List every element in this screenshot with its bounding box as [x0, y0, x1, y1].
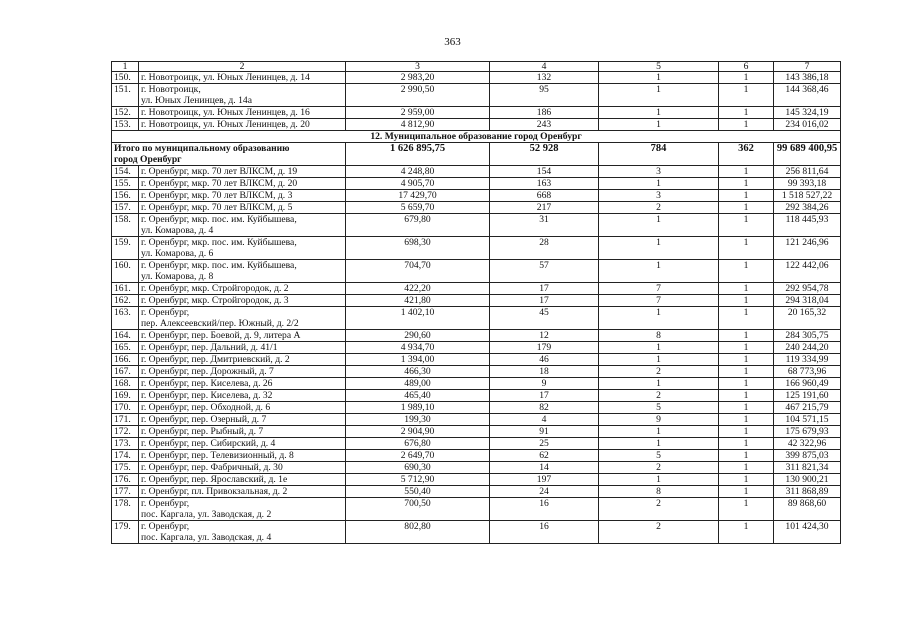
col6-cell: 1 — [719, 354, 774, 366]
table-row — [112, 474, 841, 486]
cost-cell: 311 868,89 — [774, 486, 841, 498]
row-number: 151. — [112, 84, 139, 107]
address-cell — [139, 166, 346, 178]
residents-cell: 95 — [490, 84, 599, 107]
address-line: г. Оренбург, пер. Обходной, д. 6 — [141, 402, 271, 413]
area-cell: 704,70 — [346, 260, 490, 283]
address-line: г. Оренбург, пер. Киселева, д. 26 — [141, 378, 273, 389]
row-number: 177. — [112, 486, 139, 498]
col6-cell: 1 — [719, 214, 774, 237]
col5-cell: 1 — [599, 426, 719, 438]
area-cell: 17 429,70 — [346, 190, 490, 202]
address-cell — [139, 283, 346, 295]
residents-cell: 62 — [490, 450, 599, 462]
address-cell — [139, 72, 346, 84]
cost-cell: 144 368,46 — [774, 84, 841, 107]
cost-cell: 292 384,26 — [774, 202, 841, 214]
address-cell — [139, 330, 346, 342]
area-cell: 2 983,20 — [346, 72, 490, 84]
residents-cell: 28 — [490, 237, 599, 260]
col5-cell: 2 — [599, 366, 719, 378]
residents-cell: 186 — [490, 107, 599, 119]
cost-cell: 118 445,93 — [774, 214, 841, 237]
address-line: г. Оренбург, пер. Фабричный, д. 30 — [141, 462, 283, 473]
residents-cell: 132 — [490, 72, 599, 84]
row-number: 179. — [112, 521, 139, 544]
area-cell: 290,60 — [346, 330, 490, 342]
row-number: 159. — [112, 237, 139, 260]
cost-cell: 166 960,49 — [774, 378, 841, 390]
table-row — [112, 330, 841, 342]
cost-cell: 145 324,19 — [774, 107, 841, 119]
col5-cell: 5 — [599, 450, 719, 462]
address-cell — [139, 486, 346, 498]
address-line: г. Оренбург, мкр. 70 лет ВЛКСМ, д. 19 — [141, 166, 298, 177]
row-number: 170. — [112, 402, 139, 414]
area-cell: 676,80 — [346, 438, 490, 450]
col5-cell: 3 — [599, 166, 719, 178]
address-line: г. Оренбург, пер. Рыбный, д. 7 — [141, 426, 264, 437]
address-line: г. Оренбург, пер. Ярославский, д. 1е — [141, 474, 288, 485]
address-cell — [139, 378, 346, 390]
address-line: г. Оренбург, пер. Дорожный, д. 7 — [141, 366, 274, 377]
cost-cell: 240 244,20 — [774, 342, 841, 354]
total-cost: 99 689 400,95 — [774, 143, 841, 166]
row-number: 153. — [112, 119, 139, 131]
col5-cell: 1 — [599, 237, 719, 260]
address-cell — [139, 307, 346, 330]
address-line: г. Новотроицк, ул. Юных Ленинцев, д. 20 — [141, 119, 310, 130]
residents-cell: 17 — [490, 295, 599, 307]
area-cell: 550,40 — [346, 486, 490, 498]
table-row — [112, 438, 841, 450]
total-residents: 52 928 — [490, 143, 599, 166]
area-cell: 421,80 — [346, 295, 490, 307]
address-cell — [139, 119, 346, 131]
col5-cell: 2 — [599, 521, 719, 544]
table-row — [112, 72, 841, 84]
residents-cell: 4 — [490, 414, 599, 426]
col6-cell: 1 — [719, 414, 774, 426]
col6-cell: 1 — [719, 521, 774, 544]
section-row — [112, 131, 841, 143]
cost-cell: 104 571,15 — [774, 414, 841, 426]
address-cell — [139, 260, 346, 283]
col6-cell: 1 — [719, 486, 774, 498]
cost-cell: 234 016,02 — [774, 119, 841, 131]
area-cell: 1 989,10 — [346, 402, 490, 414]
total-col6: 362 — [719, 143, 774, 166]
table-row — [112, 521, 841, 544]
residents-cell: 31 — [490, 214, 599, 237]
area-cell: 700,50 — [346, 498, 490, 521]
address-line: г. Оренбург, пл. Привокзальная, д. 2 — [141, 486, 288, 497]
table-row — [112, 486, 841, 498]
table-row — [112, 166, 841, 178]
address-cell — [139, 521, 346, 544]
address-line: г. Оренбург, мкр. пос. им. Куйбышева, — [141, 214, 297, 225]
residents-cell: 57 — [490, 260, 599, 283]
col5-cell: 7 — [599, 283, 719, 295]
row-number: 160. — [112, 260, 139, 283]
residents-cell: 217 — [490, 202, 599, 214]
residents-cell: 17 — [490, 390, 599, 402]
row-number: 155. — [112, 178, 139, 190]
cost-cell: 143 386,18 — [774, 72, 841, 84]
section-title: 12. Муниципальное образование город Оренбург — [112, 131, 841, 143]
address-line: г. Оренбург, мкр. пос. им. Куйбышева, — [141, 260, 297, 271]
area-cell: 2 990,50 — [346, 84, 490, 107]
area-cell: 5 712,90 — [346, 474, 490, 486]
residents-cell: 14 — [490, 462, 599, 474]
column-header-row — [112, 62, 841, 72]
row-number: 158. — [112, 214, 139, 237]
col6-cell: 1 — [719, 366, 774, 378]
col6-cell: 1 — [719, 342, 774, 354]
col6-cell: 1 — [719, 474, 774, 486]
area-cell: 5 659,70 — [346, 202, 490, 214]
residents-cell: 179 — [490, 342, 599, 354]
area-cell: 489,00 — [346, 378, 490, 390]
row-number: 161. — [112, 283, 139, 295]
col6-cell: 1 — [719, 402, 774, 414]
row-number: 162. — [112, 295, 139, 307]
table-row — [112, 214, 841, 237]
column-header: 6 — [719, 62, 774, 72]
total-row — [112, 143, 841, 166]
col5-cell: 1 — [599, 119, 719, 131]
column-header: 2 — [139, 62, 346, 72]
address-line: ул. Юных Ленинцев, д. 14а — [141, 95, 252, 106]
cost-cell: 256 811,64 — [774, 166, 841, 178]
table-row — [112, 390, 841, 402]
col5-cell: 2 — [599, 202, 719, 214]
cost-cell: 89 868,60 — [774, 498, 841, 521]
residents-cell: 12 — [490, 330, 599, 342]
address-cell — [139, 107, 346, 119]
cost-cell: 175 679,93 — [774, 426, 841, 438]
row-number: 178. — [112, 498, 139, 521]
address-line: г. Оренбург, пер. Дальний, д. 41/1 — [141, 342, 278, 353]
col5-cell: 7 — [599, 295, 719, 307]
column-header: 7 — [774, 62, 841, 72]
table-row — [112, 190, 841, 202]
address-line: г. Оренбург, пер. Дмитриевский, д. 2 — [141, 354, 290, 365]
address-line: ул. Комарова, д. 6 — [141, 248, 214, 259]
cost-cell: 1 518 527,22 — [774, 190, 841, 202]
address-cell — [139, 84, 346, 107]
address-line: г. Новотроицк, — [141, 84, 201, 95]
table-row — [112, 295, 841, 307]
address-cell — [139, 438, 346, 450]
address-line: г. Оренбург, мкр. Стройгородок, д. 3 — [141, 295, 289, 306]
row-number: 175. — [112, 462, 139, 474]
area-cell: 690,30 — [346, 462, 490, 474]
address-line: г. Оренбург, мкр. Стройгородок, д. 2 — [141, 283, 289, 294]
table-row — [112, 237, 841, 260]
row-number: 163. — [112, 307, 139, 330]
area-cell: 4 812,90 — [346, 119, 490, 131]
address-line: г. Оренбург, пер. Боевой, д. 9, литера А — [141, 330, 301, 341]
row-number: 154. — [112, 166, 139, 178]
area-cell: 698,30 — [346, 237, 490, 260]
cost-cell: 20 165,32 — [774, 307, 841, 330]
residents-cell: 91 — [490, 426, 599, 438]
residents-cell: 16 — [490, 521, 599, 544]
table-row — [112, 119, 841, 131]
col5-cell: 1 — [599, 107, 719, 119]
table-row — [112, 283, 841, 295]
col6-cell: 1 — [719, 72, 774, 84]
address-line: г. Оренбург, мкр. 70 лет ВЛКСМ, д. 3 — [141, 190, 293, 201]
table-row — [112, 307, 841, 330]
cost-cell: 294 318,04 — [774, 295, 841, 307]
table-row — [112, 202, 841, 214]
address-cell — [139, 202, 346, 214]
col5-cell: 8 — [599, 486, 719, 498]
address-line: пер. Алексеевский/пер. Южный, д. 2/2 — [141, 318, 299, 329]
row-number: 156. — [112, 190, 139, 202]
address-line: г. Оренбург, пер. Телевизионный, д. 8 — [141, 450, 294, 461]
table-row — [112, 178, 841, 190]
residents-cell: 18 — [490, 366, 599, 378]
residents-cell: 46 — [490, 354, 599, 366]
cost-cell: 292 954,78 — [774, 283, 841, 295]
cost-cell: 101 424,30 — [774, 521, 841, 544]
col6-cell: 1 — [719, 330, 774, 342]
row-number: 150. — [112, 72, 139, 84]
area-cell: 199,30 — [346, 414, 490, 426]
address-line: г. Оренбург, пер. Озерный, д. 7 — [141, 414, 267, 425]
cost-cell: 68 773,96 — [774, 366, 841, 378]
column-header: 1 — [112, 62, 139, 72]
cost-cell: 122 442,06 — [774, 260, 841, 283]
col5-cell: 3 — [599, 190, 719, 202]
cost-cell: 121 246,96 — [774, 237, 841, 260]
row-number: 173. — [112, 438, 139, 450]
address-cell — [139, 450, 346, 462]
area-cell: 2 904,90 — [346, 426, 490, 438]
cost-cell: 125 191,60 — [774, 390, 841, 402]
area-cell: 466,30 — [346, 366, 490, 378]
col5-cell: 5 — [599, 402, 719, 414]
row-number: 172. — [112, 426, 139, 438]
residents-cell: 243 — [490, 119, 599, 131]
address-cell — [139, 498, 346, 521]
address-cell — [139, 342, 346, 354]
residents-cell: 45 — [490, 307, 599, 330]
col6-cell: 1 — [719, 202, 774, 214]
area-cell: 2 959,00 — [346, 107, 490, 119]
row-number: 176. — [112, 474, 139, 486]
area-cell: 4 905,70 — [346, 178, 490, 190]
address-cell — [139, 462, 346, 474]
address-line: г. Оренбург, — [141, 307, 190, 318]
col5-cell: 1 — [599, 378, 719, 390]
col6-cell: 1 — [719, 260, 774, 283]
col5-cell: 1 — [599, 307, 719, 330]
residents-cell: 9 — [490, 378, 599, 390]
cost-cell: 119 334,99 — [774, 354, 841, 366]
total-label — [112, 143, 346, 166]
cost-cell: 99 393,18 — [774, 178, 841, 190]
table-row — [112, 107, 841, 119]
address-cell — [139, 474, 346, 486]
address-cell — [139, 354, 346, 366]
col6-cell: 1 — [719, 84, 774, 107]
col6-cell: 1 — [719, 190, 774, 202]
table-row — [112, 354, 841, 366]
col6-cell: 1 — [719, 378, 774, 390]
area-cell: 4 248,80 — [346, 166, 490, 178]
residents-cell: 25 — [490, 438, 599, 450]
cost-cell: 399 875,03 — [774, 450, 841, 462]
area-cell: 1 402,10 — [346, 307, 490, 330]
row-number: 164. — [112, 330, 139, 342]
row-number: 167. — [112, 366, 139, 378]
col5-cell: 1 — [599, 84, 719, 107]
data-table — [111, 61, 841, 544]
address-line: г. Оренбург, — [141, 521, 190, 532]
row-number: 174. — [112, 450, 139, 462]
col5-cell: 8 — [599, 330, 719, 342]
address-line: пос. Каргала, ул. Заводская, д. 2 — [141, 509, 272, 520]
col5-cell: 1 — [599, 260, 719, 283]
col5-cell: 1 — [599, 342, 719, 354]
total-col5: 784 — [599, 143, 719, 166]
address-cell — [139, 190, 346, 202]
address-line: г. Оренбург, пер. Киселева, д. 32 — [141, 390, 273, 401]
address-cell — [139, 390, 346, 402]
table-row — [112, 366, 841, 378]
col6-cell: 1 — [719, 390, 774, 402]
address-line: ул. Комарова, д. 4 — [141, 225, 214, 236]
residents-cell: 154 — [490, 166, 599, 178]
col6-cell: 1 — [719, 450, 774, 462]
area-cell: 802,80 — [346, 521, 490, 544]
area-cell: 422,20 — [346, 283, 490, 295]
address-line: г. Оренбург, мкр. 70 лет ВЛКСМ, д. 20 — [141, 178, 298, 189]
table-row — [112, 462, 841, 474]
col6-cell: 1 — [719, 426, 774, 438]
table-row — [112, 378, 841, 390]
area-cell: 465,40 — [346, 390, 490, 402]
col5-cell: 1 — [599, 438, 719, 450]
col5-cell: 1 — [599, 354, 719, 366]
table-row — [112, 402, 841, 414]
col6-cell: 1 — [719, 295, 774, 307]
table-row — [112, 450, 841, 462]
col5-cell: 1 — [599, 178, 719, 190]
table-row — [112, 498, 841, 521]
residents-cell: 17 — [490, 283, 599, 295]
row-number: 152. — [112, 107, 139, 119]
address-cell — [139, 295, 346, 307]
col6-cell: 1 — [719, 107, 774, 119]
address-line: г. Оренбург, мкр. 70 лет ВЛКСМ, д. 5 — [141, 202, 293, 213]
residents-cell: 163 — [490, 178, 599, 190]
table-row — [112, 426, 841, 438]
table-row — [112, 260, 841, 283]
row-number: 169. — [112, 390, 139, 402]
address-cell — [139, 366, 346, 378]
table-row — [112, 342, 841, 354]
area-cell: 2 649,70 — [346, 450, 490, 462]
area-cell: 1 394,00 — [346, 354, 490, 366]
col6-cell: 1 — [719, 119, 774, 131]
address-line: город Оренбург — [114, 154, 182, 165]
col6-cell: 1 — [719, 283, 774, 295]
address-cell — [139, 414, 346, 426]
column-header: 5 — [599, 62, 719, 72]
address-cell — [139, 237, 346, 260]
row-number: 166. — [112, 354, 139, 366]
col5-cell: 1 — [599, 72, 719, 84]
table-row — [112, 414, 841, 426]
address-line: Итого по муниципальному образованию — [114, 143, 290, 154]
address-line: пос. Каргала, ул. Заводская, д. 4 — [141, 532, 272, 543]
col6-cell: 1 — [719, 237, 774, 260]
residents-cell: 82 — [490, 402, 599, 414]
col6-cell: 1 — [719, 178, 774, 190]
col5-cell: 1 — [599, 214, 719, 237]
address-line: г. Оренбург, мкр. пос. им. Куйбышева, — [141, 237, 297, 248]
col5-cell: 9 — [599, 414, 719, 426]
col6-cell: 1 — [719, 498, 774, 521]
address-line: г. Новотроицк, ул. Юных Ленинцев, д. 14 — [141, 72, 310, 83]
col6-cell: 1 — [719, 462, 774, 474]
table-row — [112, 84, 841, 107]
col5-cell: 1 — [599, 474, 719, 486]
col6-cell: 1 — [719, 307, 774, 330]
residents-cell: 668 — [490, 190, 599, 202]
row-number: 165. — [112, 342, 139, 354]
address-cell — [139, 402, 346, 414]
col5-cell: 2 — [599, 390, 719, 402]
page-number: 363 — [444, 36, 461, 48]
col6-cell: 1 — [719, 438, 774, 450]
address-cell — [139, 426, 346, 438]
col6-cell: 1 — [719, 166, 774, 178]
cost-cell: 130 900,21 — [774, 474, 841, 486]
area-cell: 4 934,70 — [346, 342, 490, 354]
cost-cell: 467 215,79 — [774, 402, 841, 414]
cost-cell: 284 305,75 — [774, 330, 841, 342]
address-cell — [139, 178, 346, 190]
residents-cell: 24 — [490, 486, 599, 498]
address-line: г. Новотроицк, ул. Юных Ленинцев, д. 16 — [141, 107, 310, 118]
address-line: г. Оренбург, — [141, 498, 190, 509]
residents-cell: 197 — [490, 474, 599, 486]
row-number: 157. — [112, 202, 139, 214]
col5-cell: 2 — [599, 498, 719, 521]
residents-cell: 16 — [490, 498, 599, 521]
cost-cell: 311 821,34 — [774, 462, 841, 474]
col5-cell: 2 — [599, 462, 719, 474]
address-line: ул. Комарова, д. 8 — [141, 271, 214, 282]
column-header: 4 — [490, 62, 599, 72]
row-number: 168. — [112, 378, 139, 390]
total-area: 1 626 895,75 — [346, 143, 490, 166]
address-cell — [139, 214, 346, 237]
cost-cell: 42 322,96 — [774, 438, 841, 450]
column-header: 3 — [346, 62, 490, 72]
address-line: г. Оренбург, пер. Сибирский, д. 4 — [141, 438, 276, 449]
row-number: 171. — [112, 414, 139, 426]
area-cell: 679,80 — [346, 214, 490, 237]
